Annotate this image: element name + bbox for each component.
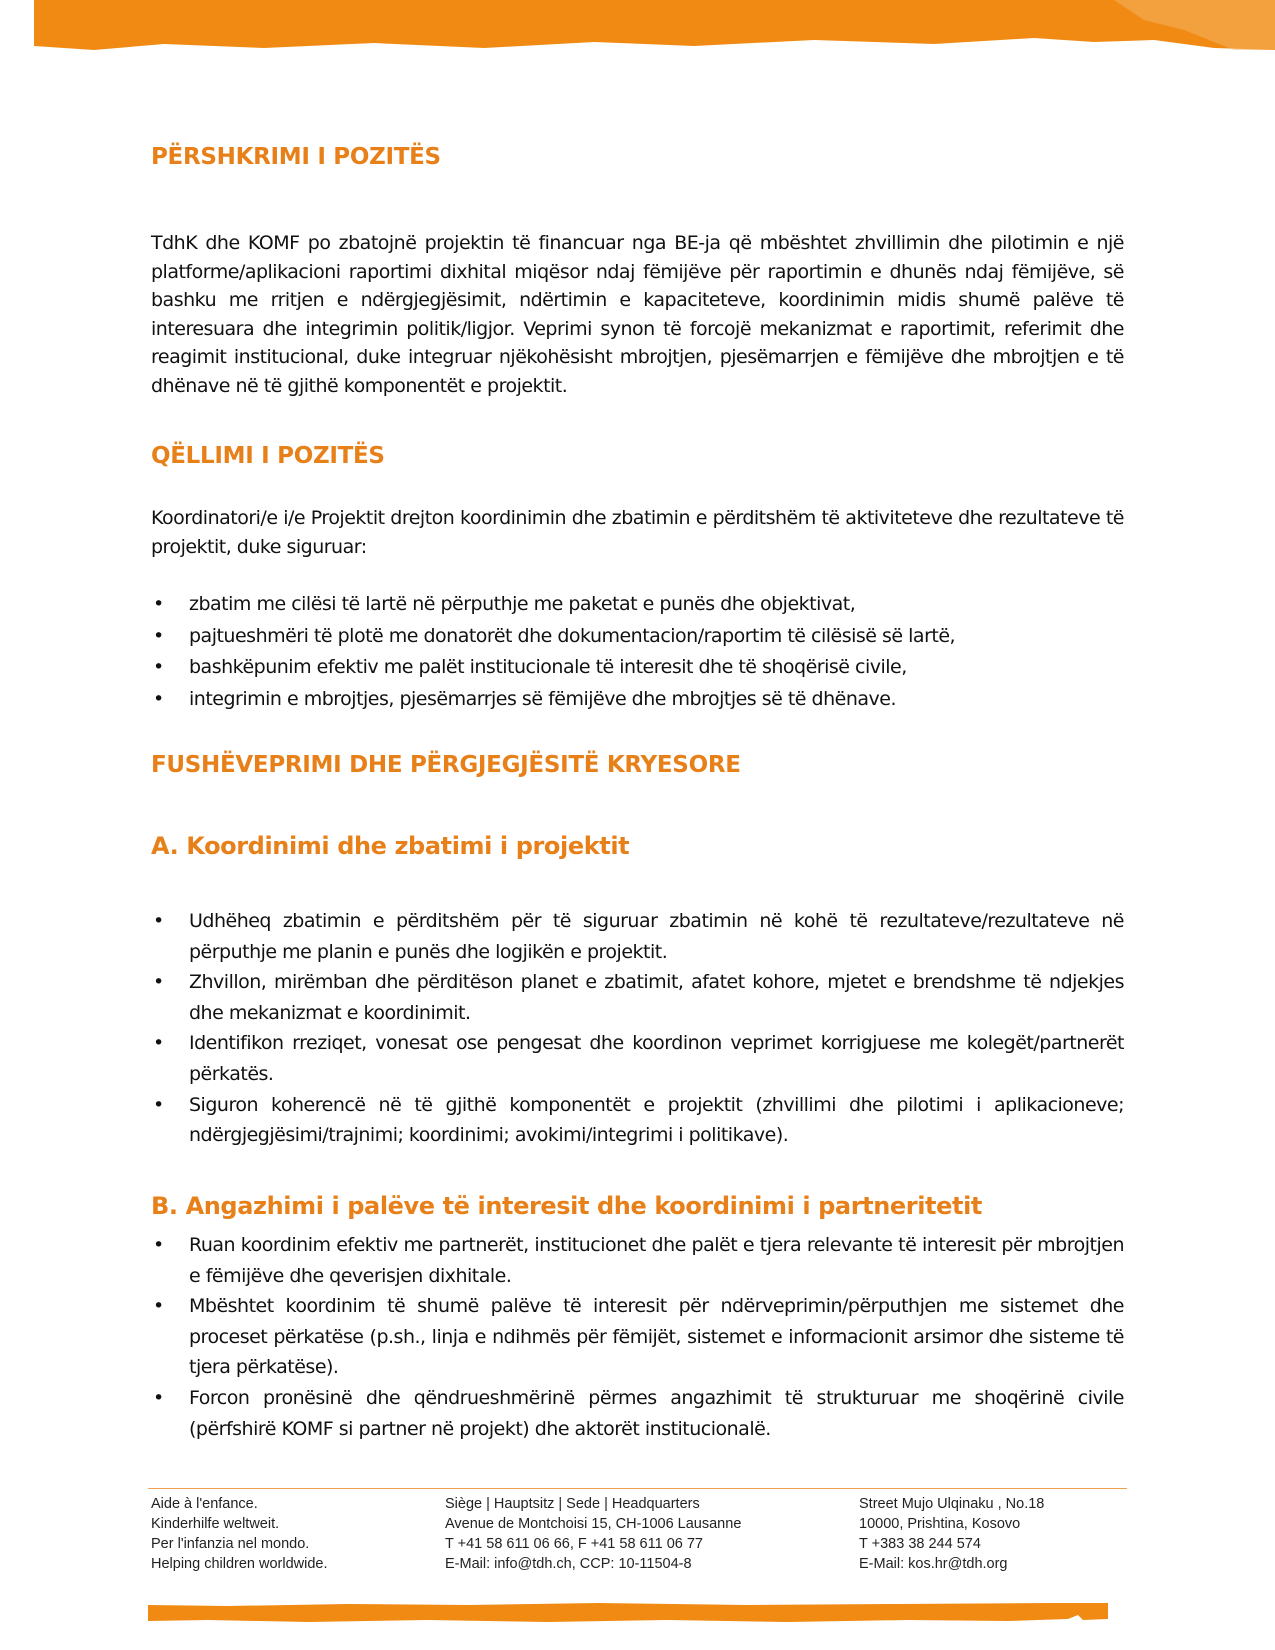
footer-headquarters: Siège | Hauptsitz | Sede | Headquarters Avenue de Montchoisi 15, CH-1006 Lausanne T +41 58 611 06 66, F +41 58 611 06 77 E-Mail: info@tdh.ch, CCP: 10-11504-8: [445, 1496, 742, 1572]
list-item: • Ruan koordinim efektiv me partnerët, institucionet dhe palët e tjera relevante të interesit për mbrojtjen e fëmijëve dhe qeverisjen dixhitale.: [151, 1230, 1124, 1291]
section-b-bullet-list: [151, 1230, 1124, 1444]
list-item: • pajtueshmëri të plotë me donatorët dhe dokumentacion/raportim të cilësisë së lartë,: [151, 621, 1124, 653]
bullet-icon: •: [153, 624, 164, 647]
bullet-icon: •: [153, 1093, 164, 1116]
footer-local-email[interactable]: E-Mail: kos.hr@tdh.org: [859, 1556, 1008, 1572]
bullet-icon: •: [153, 687, 164, 710]
bottom-brush-band: [148, 1603, 1108, 1623]
footer-mission: Aide à l'enfance. Kinderhilfe weltweit. Per l'infanzia nel mondo. Helping children worldwide.: [151, 1496, 328, 1572]
heading-section-a: A. Koordinimi dhe zbatimi i projektit: [151, 832, 630, 860]
list-item: • Siguron koherencë në të gjithë komponentët e projektit (zhvillimi dhe pilotimi i aplikacioneve; ndërgjegjësimi/trajnimi; koordinimi; avokimi/integrimi i politikave).: [151, 1090, 1124, 1151]
heading-position-description: PËRSHKRIMI I POZITËS: [151, 144, 441, 170]
list-item: • Udhëheq zbatimin e përditshëm për të siguruar zbatimin në kohë të rezultateve/rezultateve në përputhje me planin e punës dhe logjikën e projektit.: [151, 906, 1124, 967]
bullet-icon: •: [153, 1295, 164, 1318]
heading-scope-responsibilities: FUSHËVEPRIMI DHE PËRGJEGJËSITË KRYESORE: [151, 752, 741, 778]
purpose-intro: Koordinatori/e i/e Projektit drejton koordinimin dhe zbatimin e përditshëm të aktiviteteve dhe rezultateve të projektit, duke siguruar:: [151, 507, 1124, 558]
footer-divider: [148, 1488, 1127, 1489]
bullet-icon: •: [153, 910, 164, 932]
heading-section-b: B. Angazhimi i palëve të interesit dhe koordinimi i partneritetit: [151, 1192, 982, 1220]
list-item: • Forcon pronësinë dhe qëndrueshmërinë përmes angazhimit të strukturuar me shoqërinë civile (përfshirë KOMF si partner në projekt) dhe aktorët institucionalë.: [151, 1383, 1124, 1444]
list-item: • Identifikon rreziqet, vonesat ose pengesat dhe koordinon veprimet korrigjuese me kolegët/partnerët përkatës.: [151, 1028, 1124, 1089]
section-a-bullet-list: [151, 906, 1124, 1151]
footer-hq-email[interactable]: E-Mail: info@tdh.ch, CCP: 10-11504-8: [445, 1556, 692, 1572]
list-item: • Zhvillon, mirëmban dhe përditëson planet e zbatimit, afatet kohore, mjetet e brendshme të ndjekjes dhe mekanizmat e koordinimit.: [151, 967, 1124, 1028]
bullet-icon: •: [153, 656, 164, 678]
list-item: • integrimin e mbrojtjes, pjesëmarrjes së fëmijëve dhe mbrojtjes së të dhënave.: [151, 684, 1124, 716]
purpose-bullet-list: [151, 589, 1124, 715]
bullet-icon: •: [153, 1234, 164, 1256]
bullet-icon: •: [153, 1386, 164, 1409]
bullet-icon: •: [153, 971, 164, 994]
top-brush-band: [34, 0, 1275, 52]
description-paragraph: TdhK dhe KOMF po zbatojnë projektin të financuar nga BE-ja që mbështet zhvillimin dhe pilotimin e një platforme/aplikacioni raportimi dixhital miqësor ndaj fëmijëve për raportimin e dhunës ndaj fëmijëve, së bashku me rritjen e ndërgjegjësimit, ndërtimin e kapaciteteve, koordinimin midis shumë palëve të interesuara dhe integrimin politik/ligjor. Veprimi synon të forcojë mekanizmat e raportimit, referimit dhe reagimit institucional, duke integruar njëkohësisht mbrojtjen, pjesëmarrjen e fëmijëve dhe mbrojtjen e të dhënave në të gjithë komponentët e projektit.: [151, 232, 1124, 397]
bullet-icon: •: [153, 1032, 164, 1055]
heading-position-purpose: QËLLIMI I POZITËS: [151, 443, 385, 469]
list-item: • zbatim me cilësi të lartë në përputhje me paketat e punës dhe objektivat,: [151, 589, 1124, 621]
list-item: • bashkëpunim efektiv me palët institucionale të interesit dhe të shoqërisë civile,: [151, 652, 1124, 684]
list-item: • Mbështet koordinim të shumë palëve të interesit për ndërveprimin/përputhjen me sistemet dhe proceset përkatëse (p.sh., linja e ndihmës për fëmijët, sistemet e informacionit arsimor dhe sisteme të tjera përkatëse).: [151, 1291, 1124, 1383]
bullet-icon: •: [153, 593, 164, 615]
footer-local-office: Street Mujo Ulqinaku , No.18 10000, Prishtina, Kosovo T +383 38 244 574 E-Mail: kos.hr@tdh.org: [859, 1496, 1045, 1572]
